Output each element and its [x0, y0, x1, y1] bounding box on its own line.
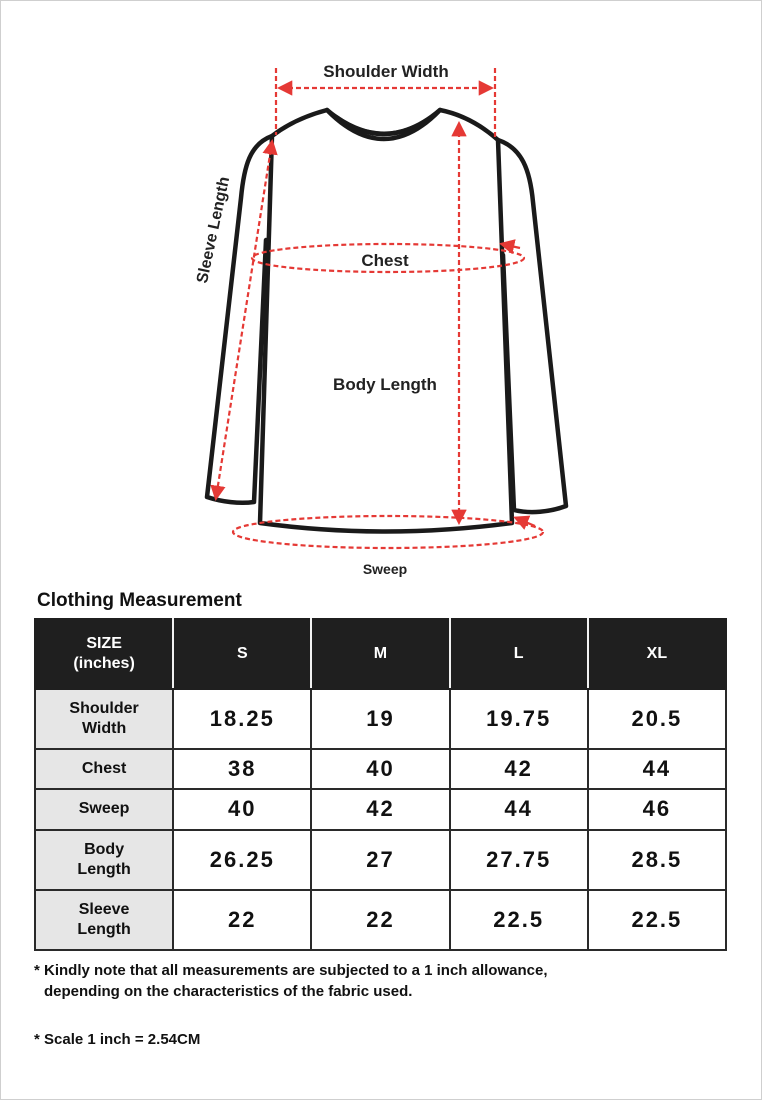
- size-column-m: M: [311, 619, 449, 689]
- table-cell: 40: [311, 749, 449, 789]
- size-column-xl: XL: [588, 619, 726, 689]
- row-label-line1: Sleeve: [78, 900, 130, 918]
- table-header-row: [35, 619, 726, 689]
- size-chart-table: [34, 618, 727, 951]
- chest-label: Chest: [361, 251, 409, 270]
- sweep-label: Sweep: [362, 561, 408, 577]
- row-label-line1: Shoulder: [69, 700, 139, 718]
- table-cell: 19: [311, 689, 449, 749]
- table-row: [35, 689, 726, 749]
- table-cell: 28.5: [588, 830, 726, 890]
- table-cell: 18.25: [173, 689, 311, 749]
- table-cell: 22: [311, 890, 449, 950]
- size-header-line2: (inches): [73, 655, 135, 672]
- row-label-line1: Chest: [81, 760, 127, 778]
- table-cell: 42: [311, 789, 449, 829]
- table-row: [35, 789, 726, 829]
- size-header-line1: SIZE: [86, 635, 122, 652]
- table-cell: 20.5: [588, 689, 726, 749]
- table-cell: 40: [173, 789, 311, 829]
- shirt-outline: [207, 110, 566, 532]
- table-cell: 22.5: [588, 890, 726, 950]
- size-column-s: S: [173, 619, 311, 689]
- chest-arrow: [502, 244, 520, 248]
- size-column-l: L: [450, 619, 588, 689]
- row-label-line1: Body: [84, 840, 125, 858]
- table-cell: 44: [450, 789, 588, 829]
- size-header-cell: [35, 619, 173, 689]
- table-cell: 19.75: [450, 689, 588, 749]
- table-cell: 26.25: [173, 830, 311, 890]
- table-cell: 27.75: [450, 830, 588, 890]
- row-label-chest: [35, 749, 173, 789]
- table-cell: 27: [311, 830, 449, 890]
- table-cell: 38: [173, 749, 311, 789]
- row-label-shoulder-width: [35, 689, 173, 749]
- row-label-line2: Length: [77, 860, 131, 878]
- table-row: [35, 830, 726, 890]
- allowance-note-line1: * Kindly note that all measurements are subjected to a 1 inch allowance,: [34, 962, 548, 979]
- shoulder-width-label: Shoulder Width: [323, 62, 449, 81]
- row-label-line2: Width: [81, 720, 127, 738]
- row-label-line1: Sweep: [78, 800, 130, 818]
- sleeve-length-label: Sleeve Length: [194, 175, 234, 285]
- table-cell: 42: [450, 749, 588, 789]
- table-cell: 44: [588, 749, 726, 789]
- scale-note: * Scale 1 inch = 2.54CM: [34, 1031, 201, 1048]
- body-length-label: Body Length: [333, 375, 437, 394]
- table-row: [35, 749, 726, 789]
- section-title: Clothing Measurement: [37, 590, 242, 611]
- row-label-line2: Length: [77, 920, 131, 938]
- row-label-sweep: [35, 789, 173, 829]
- row-label-body-length: [35, 830, 173, 890]
- table-cell: 22.5: [450, 890, 588, 950]
- table-cell: 46: [588, 789, 726, 829]
- table-cell: 22: [173, 890, 311, 950]
- row-label-sleeve-length: [35, 890, 173, 950]
- table-row: [35, 890, 726, 950]
- shirt-body-outline: [260, 110, 512, 532]
- allowance-note-line2: depending on the characteristics of the fabric used.: [44, 983, 413, 1000]
